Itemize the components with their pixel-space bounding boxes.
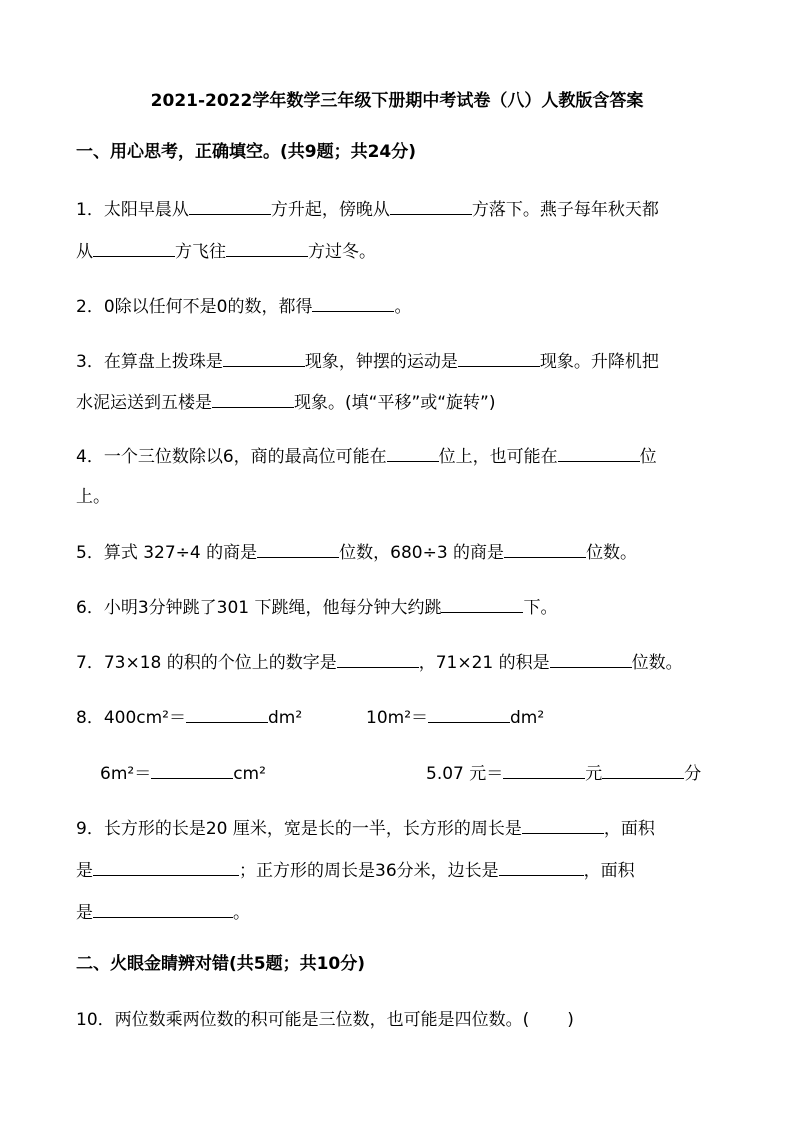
answer-blank[interactable] (186, 704, 268, 723)
answer-blank[interactable] (212, 389, 294, 408)
question-5-text: 位数，680÷3 的商是 (339, 543, 505, 563)
question-9-text: 是 (76, 861, 93, 881)
answer-blank[interactable] (223, 348, 305, 367)
answer-blank[interactable] (390, 196, 472, 215)
question-4-text: 位 (639, 447, 657, 467)
question-8-text: 6m²＝ (100, 764, 152, 784)
question-4-text: 位上，也可能在 (438, 447, 558, 467)
question-8-part-3 (100, 760, 266, 786)
question-2-text: 。 (394, 297, 412, 317)
answer-blank[interactable] (522, 815, 604, 834)
question-2 (76, 293, 411, 319)
question-9-line-3 (76, 899, 250, 925)
question-10-text: 10．两位数乘两位数的积可能是三位数，也可能是四位数。( (76, 1010, 530, 1030)
answer-blank[interactable] (504, 539, 586, 558)
question-7-text: 位数。 (631, 653, 683, 673)
question-9-text: ，面积 (603, 819, 655, 839)
question-8-text: 8．400cm²＝ (76, 708, 186, 728)
question-3-text: 现象，钟摆的运动是 (304, 352, 458, 372)
question-1-line-2 (76, 238, 376, 264)
question-9-text: ；正方形的周长是36分米，边长是 (239, 861, 499, 881)
answer-blank[interactable] (458, 348, 540, 367)
question-3-text: 3．在算盘上拨珠是 (76, 352, 223, 372)
section-heading-true-false: 二、火眼金睛辨对错(共5题；共10分) (76, 954, 366, 974)
question-9-text: 9．长方形的长是20 厘米，宽是长的一半，长方形的周长是 (76, 819, 522, 839)
question-6-text: 6．小明3分钟跳了301 下跳绳，他每分钟大约跳 (76, 598, 442, 618)
answer-blank[interactable] (550, 649, 632, 668)
answer-blank[interactable] (93, 857, 239, 876)
question-1-text: 方升起，傍晚从 (270, 200, 390, 220)
question-8-part-4 (426, 760, 701, 786)
question-9-line-2 (76, 857, 635, 883)
question-9-line-1 (76, 815, 655, 841)
question-1-text: 方飞往 (175, 242, 226, 262)
question-4-line-1 (76, 443, 657, 469)
page-title: 2021-2022学年数学三年级下册期中考试卷（八）人教版含答案 (150, 91, 644, 111)
question-10-text: ) (567, 1010, 574, 1030)
question-1-line-1 (76, 196, 659, 222)
answer-blank[interactable] (602, 760, 684, 779)
question-3-text: 现象。升降机把 (539, 352, 659, 372)
question-3-line-1 (76, 348, 659, 374)
answer-blank[interactable] (189, 196, 271, 215)
question-7-text: ，71×21 的积是 (418, 653, 550, 673)
question-8-text: 5.07 元＝ (426, 764, 504, 784)
question-8-text: cm² (233, 764, 266, 784)
question-8-part-1 (76, 704, 302, 730)
question-9-text: 是 (76, 903, 93, 923)
answer-blank[interactable] (312, 293, 394, 312)
question-8-text: 10m²＝ (366, 708, 429, 728)
question-4-text: 4．一个三位数除以6，商的最高位可能在 (76, 447, 387, 467)
question-8-text: dm² (268, 708, 303, 728)
answer-blank[interactable] (441, 594, 523, 613)
question-1-text: 1．太阳早晨从 (76, 200, 189, 220)
question-5-text: 5．算式 327÷4 的商是 (76, 543, 258, 563)
section-heading-fill-in: 一、用心思考，正确填空。(共9题；共24分) (76, 142, 417, 162)
answer-blank[interactable] (151, 760, 233, 779)
question-6-text: 下。 (523, 598, 558, 618)
question-8-text: 元 (585, 764, 603, 784)
answer-blank[interactable] (93, 238, 175, 257)
question-1-text: 方落下。燕子每年秋天都 (471, 200, 659, 220)
question-2-text: 2．0除以任何不是0的数，都得 (76, 297, 313, 317)
answer-blank[interactable] (226, 238, 308, 257)
answer-blank[interactable] (428, 704, 510, 723)
question-7 (76, 649, 683, 675)
answer-blank[interactable] (387, 443, 439, 462)
question-3-text: 现象。(填“平移”或“旋转”) (294, 393, 496, 413)
question-3-line-2 (76, 389, 496, 415)
answer-blank[interactable] (337, 649, 419, 668)
question-5-text: 位数。 (586, 543, 638, 563)
answer-blank[interactable] (499, 857, 584, 876)
question-4-line-2: 上。 (76, 487, 110, 507)
answer-blank[interactable] (503, 760, 585, 779)
question-1-text: 方过冬。 (308, 242, 376, 262)
question-8-part-2 (366, 704, 544, 730)
question-8-text: 分 (684, 764, 702, 784)
answer-blank[interactable] (93, 899, 233, 918)
question-10 (76, 1008, 574, 1032)
question-9-text: ，面积 (583, 861, 635, 881)
answer-blank[interactable] (257, 539, 339, 558)
question-5 (76, 539, 637, 565)
question-7-text: 7．73×18 的积的个位上的数字是 (76, 653, 337, 673)
answer-blank[interactable] (558, 443, 640, 462)
question-8-text: dm² (510, 708, 545, 728)
question-3-text: 水泥运送到五楼是 (76, 393, 212, 413)
question-9-text: 。 (233, 903, 250, 923)
question-6 (76, 594, 557, 620)
question-1-text: 从 (76, 242, 93, 262)
